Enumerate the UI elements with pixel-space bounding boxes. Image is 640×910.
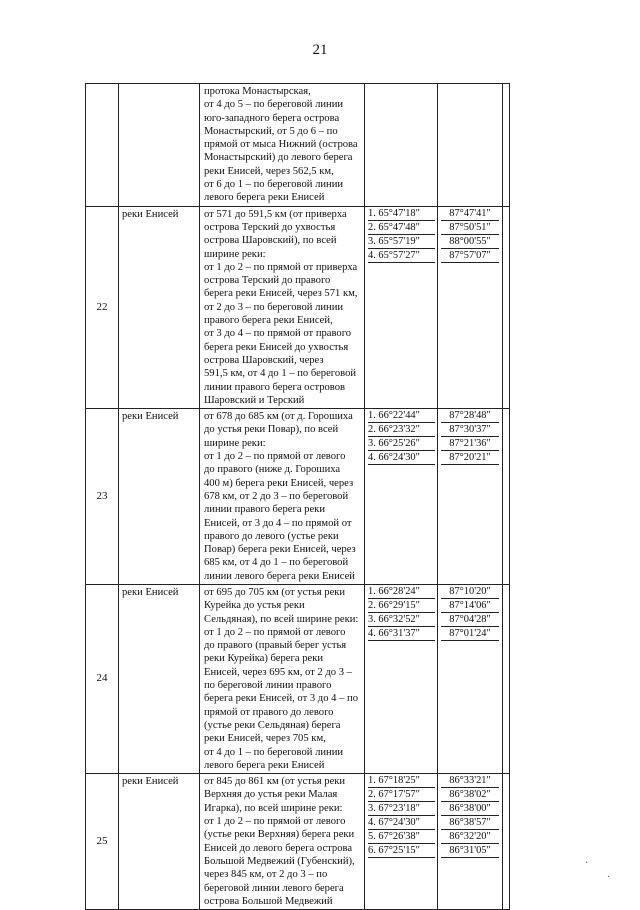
longitude-value: 87°28'48" bbox=[441, 410, 499, 423]
longitude-value: 86°32'20" bbox=[441, 831, 499, 844]
water-body-name: реки Енисей bbox=[119, 409, 200, 585]
description-line: Сельдяная), по всей ширине реки: bbox=[204, 613, 359, 625]
description-line: Монастырский) до левого берега bbox=[204, 152, 353, 164]
description-line: береговой линии левого берега bbox=[204, 882, 344, 894]
description-line: от 4 до 5 – по береговой линии bbox=[204, 99, 344, 111]
latitude-cell bbox=[365, 774, 438, 910]
latitude-value: 1. 65°47'18" bbox=[368, 208, 435, 221]
longitude-value: 86°33'21" bbox=[441, 775, 499, 788]
description-line: 591,5 км, от 4 до 1 – по береговой bbox=[204, 368, 357, 380]
latitude-value: 3. 65°57'19" bbox=[368, 236, 435, 249]
longitude-value: 87°20'21" bbox=[441, 452, 499, 465]
latitude-value: 2. 65°47'48" bbox=[368, 222, 435, 235]
description-line: левого берега реки Енисей bbox=[204, 192, 325, 204]
scan-mark: · bbox=[585, 858, 589, 869]
description-line: Енисей, от 3 до 4 – по прямой от bbox=[204, 517, 352, 529]
description-line: ширине реки: bbox=[204, 248, 266, 260]
water-body-name: реки Енисей bbox=[119, 584, 200, 773]
row-number: 22 bbox=[86, 206, 119, 408]
description-line: от 1 до 2 – по прямой от приверха bbox=[204, 261, 358, 273]
boundary-description bbox=[200, 584, 365, 773]
extra-cell bbox=[503, 206, 510, 408]
latitude-value: 4. 67°24'30" bbox=[368, 817, 435, 830]
description-line: линии правого берега островов bbox=[204, 381, 346, 393]
description-line: Енисей до левого берега острова bbox=[204, 842, 353, 854]
description-line: реки Енисей, через 705 км, bbox=[204, 733, 326, 745]
scan-mark: · bbox=[607, 872, 611, 883]
page-number: 21 bbox=[312, 42, 328, 58]
description-line: прямой от мыса Нижний (острова bbox=[204, 139, 358, 151]
description-line: реки Курейка) берега реки bbox=[204, 653, 324, 665]
description-line: острова Терский до правого bbox=[204, 275, 331, 287]
description-line: Енисей, через 695 км, от 2 до 3 – bbox=[204, 666, 352, 678]
latitude-value: 4. 66°24'30" bbox=[368, 452, 435, 465]
latitude-cell bbox=[365, 84, 438, 207]
row-number: 25 bbox=[86, 774, 119, 910]
description-line: линии левого берега реки Енисей bbox=[204, 570, 355, 582]
latitude-value: 6. 67°25'15" bbox=[368, 845, 435, 858]
longitude-value: 87°10'20" bbox=[441, 586, 499, 599]
latitude-value: 1. 66°22'44" bbox=[368, 410, 435, 423]
description-line: острова Терский до ухвостья bbox=[204, 221, 336, 233]
water-body-name bbox=[119, 84, 200, 207]
latitude-value: 2. 66°23'32" bbox=[368, 424, 435, 437]
latitude-cell bbox=[365, 409, 438, 585]
description-line: от 2 до 3 – по береговой линии bbox=[204, 301, 344, 313]
description-line: до правого (ниже д. Горошиха bbox=[204, 464, 341, 476]
longitude-cell bbox=[438, 584, 503, 773]
table-row bbox=[86, 774, 510, 910]
row-number: 24 bbox=[86, 584, 119, 773]
description-line: 678 км, от 2 до 3 – по береговой bbox=[204, 490, 349, 502]
latitude-value: 3. 66°25'26" bbox=[368, 438, 435, 451]
boundary-description bbox=[200, 774, 365, 910]
longitude-cell bbox=[438, 409, 503, 585]
longitude-value: 86°31'05" bbox=[441, 845, 499, 858]
water-areas-table bbox=[85, 83, 510, 910]
water-body-name: реки Енисей bbox=[119, 206, 200, 408]
description-line: правого до левого (устье реки bbox=[204, 530, 339, 542]
latitude-value: 4. 65°57'27" bbox=[368, 250, 435, 263]
latitude-value: 1. 66°28'24" bbox=[368, 586, 435, 599]
latitude-value: 2. 67°17'57" bbox=[368, 789, 435, 802]
extra-cell bbox=[503, 584, 510, 773]
description-line: левого берега реки Енисей bbox=[204, 759, 325, 771]
latitude-cell bbox=[365, 584, 438, 773]
longitude-value: 87°57'07" bbox=[441, 250, 499, 263]
description-line: (устье реки Сельдяная) берега bbox=[204, 719, 341, 731]
boundary-description bbox=[200, 84, 365, 207]
description-line: линии правого берега реки bbox=[204, 504, 325, 516]
description-line: Повар) берега реки Енисей, через bbox=[204, 544, 356, 556]
description-line: Курейка до устья реки bbox=[204, 600, 305, 612]
longitude-cell bbox=[438, 206, 503, 408]
description-line: от 4 до 1 – по береговой линии bbox=[204, 746, 344, 758]
description-line: через 845 км, от 2 до 3 – по bbox=[204, 869, 328, 881]
longitude-value: 87°21'36" bbox=[441, 438, 499, 451]
description-line: Большой Медвежий (Губенский), bbox=[204, 855, 355, 867]
description-line: 400 м) берега реки Енисей, через bbox=[204, 477, 354, 489]
description-line: от 1 до 2 – по прямой от левого bbox=[204, 626, 346, 638]
longitude-value: 86°38'00" bbox=[441, 803, 499, 816]
latitude-value: 3. 67°23'18" bbox=[368, 803, 435, 816]
description-line: от 3 до 4 – по прямой от правого bbox=[204, 328, 352, 340]
description-line: от 1 до 2 – по прямой от левого bbox=[204, 816, 346, 828]
latitude-value: 5. 67°26'38" bbox=[368, 831, 435, 844]
description-line: острова Шаровский, через bbox=[204, 354, 324, 366]
longitude-value: 87°01'24" bbox=[441, 628, 499, 641]
description-line: ширине реки: bbox=[204, 437, 266, 449]
description-line: прямой от правого до левого bbox=[204, 706, 334, 718]
description-line: от 695 до 705 км (от устья реки bbox=[204, 586, 346, 598]
latitude-cell bbox=[365, 206, 438, 408]
description-line: острова Большой Медвежий bbox=[204, 895, 333, 907]
longitude-value: 87°04'28" bbox=[441, 614, 499, 627]
longitude-value: 87°14'06" bbox=[441, 600, 499, 613]
boundary-description bbox=[200, 409, 365, 585]
description-line: от 6 до 1 – по береговой линии bbox=[204, 179, 344, 191]
extra-cell bbox=[503, 409, 510, 585]
description-line: правого берега реки Енисей, bbox=[204, 315, 333, 327]
description-line: до правого (правый берег устья bbox=[204, 640, 347, 652]
longitude-value: 87°47'41" bbox=[441, 208, 499, 221]
table-row bbox=[86, 84, 510, 207]
description-line: (устье реки Верхняя) берега реки bbox=[204, 829, 355, 841]
description-line: 685 км, от 4 до 1 – по береговой bbox=[204, 557, 349, 569]
longitude-cell bbox=[438, 84, 503, 207]
description-line: берега реки Енисей, от 3 до 4 – по bbox=[204, 693, 358, 705]
longitude-value: 87°50'51" bbox=[441, 222, 499, 235]
table-row bbox=[86, 206, 510, 408]
longitude-value: 86°38'02" bbox=[441, 789, 499, 802]
description-line: юго-западного берега острова bbox=[204, 112, 340, 124]
boundary-description bbox=[200, 206, 365, 408]
row-number: 23 bbox=[86, 409, 119, 585]
latitude-value: 2. 66°29'15" bbox=[368, 600, 435, 613]
latitude-value: 1. 67°18'25" bbox=[368, 775, 435, 788]
description-line: Монастырский, от 5 до 6 – по bbox=[204, 125, 338, 137]
table-row bbox=[86, 409, 510, 585]
description-line: от 678 до 685 км (от д. Горошиха bbox=[204, 411, 353, 423]
description-line: Верхняя до устья реки Малая bbox=[204, 789, 338, 801]
latitude-value: 4. 66°31'37" bbox=[368, 628, 435, 641]
description-line: острова Шаровский), по всей bbox=[204, 235, 337, 247]
row-number bbox=[86, 84, 119, 207]
water-body-name: реки Енисей bbox=[119, 774, 200, 910]
description-line: от 845 до 861 км (от устья реки bbox=[204, 776, 346, 788]
longitude-value: 86°38'57" bbox=[441, 817, 499, 830]
description-line: берега реки Енисей, через 571 км, bbox=[204, 288, 358, 300]
description-line: Шаровский и Терский bbox=[204, 394, 305, 406]
description-line: от 1 до 2 – по прямой от левого bbox=[204, 451, 346, 463]
description-line: протока Монастырская, bbox=[204, 86, 311, 97]
description-line: реки Енисей, через 562,5 км, bbox=[204, 165, 334, 177]
description-line: Игарка), по всей ширине реки: bbox=[204, 802, 343, 814]
latitude-value: 3. 66°32'52" bbox=[368, 614, 435, 627]
description-line: от 571 до 591,5 км (от приверха bbox=[204, 208, 347, 220]
longitude-value: 88°00'55" bbox=[441, 236, 499, 249]
longitude-cell bbox=[438, 774, 503, 910]
description-line: берега реки Енисей до ухвостья bbox=[204, 341, 349, 353]
extra-cell bbox=[503, 84, 510, 207]
table-row bbox=[86, 584, 510, 773]
extra-cell bbox=[503, 774, 510, 910]
longitude-value: 87°30'37" bbox=[441, 424, 499, 437]
description-line: до устья реки Повар), по всей bbox=[204, 424, 339, 436]
description-line: по береговой линии правого bbox=[204, 680, 332, 692]
